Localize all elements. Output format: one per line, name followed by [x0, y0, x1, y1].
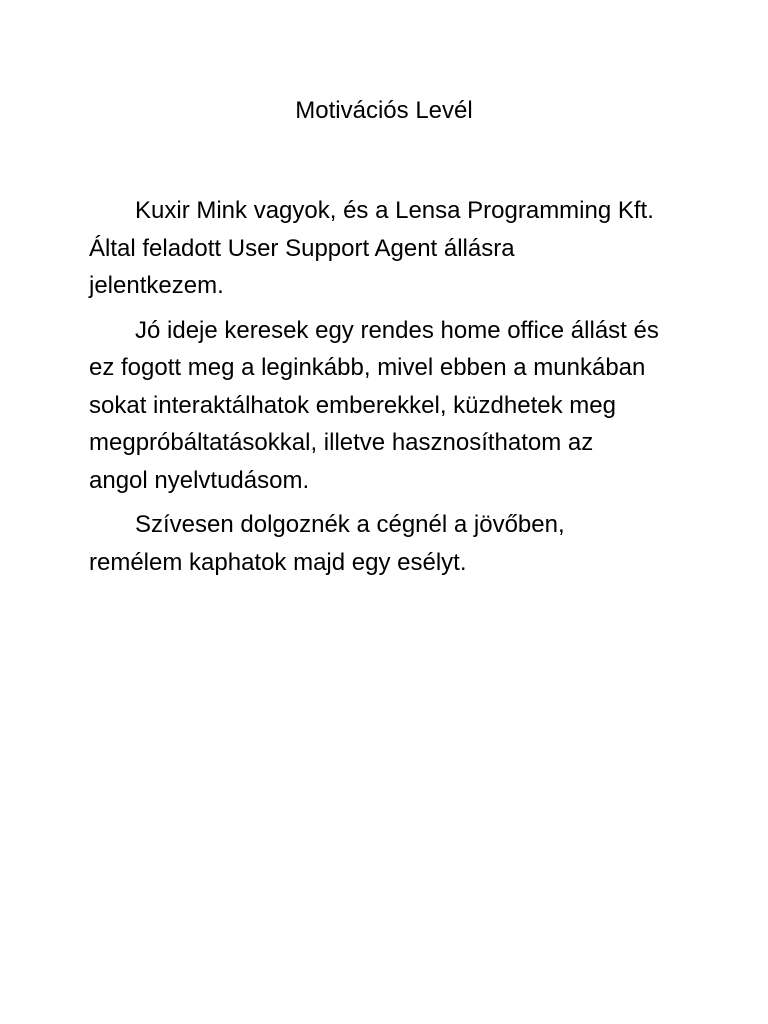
paragraph-closing — [89, 506, 689, 581]
paragraph-line: sokat interaktálhatok emberekkel, küzdhetek meg — [89, 391, 616, 419]
paragraph-line: angol nyelvtudásom. — [89, 466, 310, 494]
paragraph-line: jelentkezem. — [89, 272, 224, 299]
letter-body — [89, 192, 689, 588]
paragraph-line: remélem kaphatok majd egy esélyt. — [89, 548, 467, 576]
paragraph-introduction — [89, 192, 689, 305]
paragraph-line: Szívesen dolgoznék a cégnél a jövőben, — [135, 511, 565, 538]
paragraph-motivation — [89, 312, 689, 500]
paragraph-line: Által feladott User Support Agent állásra — [89, 234, 515, 262]
paragraph-line: Jó ideje keresek egy rendes home office állást és — [135, 316, 659, 344]
paragraph-line: megpróbáltatásokkal, illetve hasznosíthatom az — [89, 429, 594, 456]
paragraph-line: Kuxir Mink vagyok, és a Lensa Programming Kft. — [135, 197, 654, 224]
page-title: Motivációs Levél — [295, 97, 473, 124]
paragraph-line: ez fogott meg a leginkább, mivel ebben a munkában — [89, 354, 646, 381]
